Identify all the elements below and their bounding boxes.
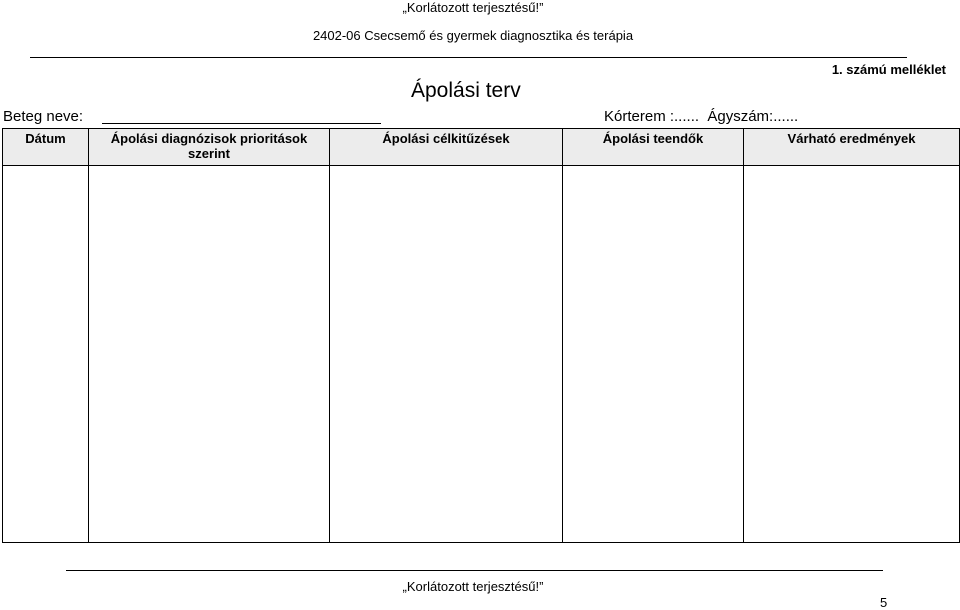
goals-cell[interactable]	[330, 166, 563, 543]
ward-bed-label: Kórterem :...... Ágyszám:......	[604, 108, 799, 125]
column-header-outcomes: Várható eredmények	[744, 129, 960, 166]
date-cell[interactable]	[3, 166, 89, 543]
patient-name-field[interactable]	[102, 123, 381, 124]
column-header-date: Dátum	[3, 129, 89, 166]
table-row	[3, 166, 960, 543]
header-course-title: 2402-06 Csecsemő és gyermek diagnosztika és terápia	[312, 28, 634, 43]
care-plan-table	[2, 128, 960, 543]
page-title: Ápolási terv	[411, 79, 521, 102]
header-restriction-notice: „Korlátozott terjesztésű!”	[402, 0, 544, 15]
column-header-diagnoses: Ápolási diagnózisok prioritások szerint	[89, 129, 330, 166]
header-divider	[30, 57, 907, 58]
column-header-goals: Ápolási célkitűzések	[330, 129, 563, 166]
column-header-tasks: Ápolási teendők	[563, 129, 744, 166]
diagnoses-cell[interactable]	[89, 166, 330, 543]
page-number: 5	[880, 595, 888, 610]
footer-divider	[66, 570, 883, 571]
outcomes-cell[interactable]	[744, 166, 960, 543]
annex-label: 1. számú melléklet	[831, 62, 946, 77]
footer-restriction-notice: „Korlátozott terjesztésű!”	[402, 579, 544, 594]
patient-name-label: Beteg neve:	[3, 108, 84, 125]
tasks-cell[interactable]	[563, 166, 744, 543]
table-header-row	[3, 129, 960, 166]
